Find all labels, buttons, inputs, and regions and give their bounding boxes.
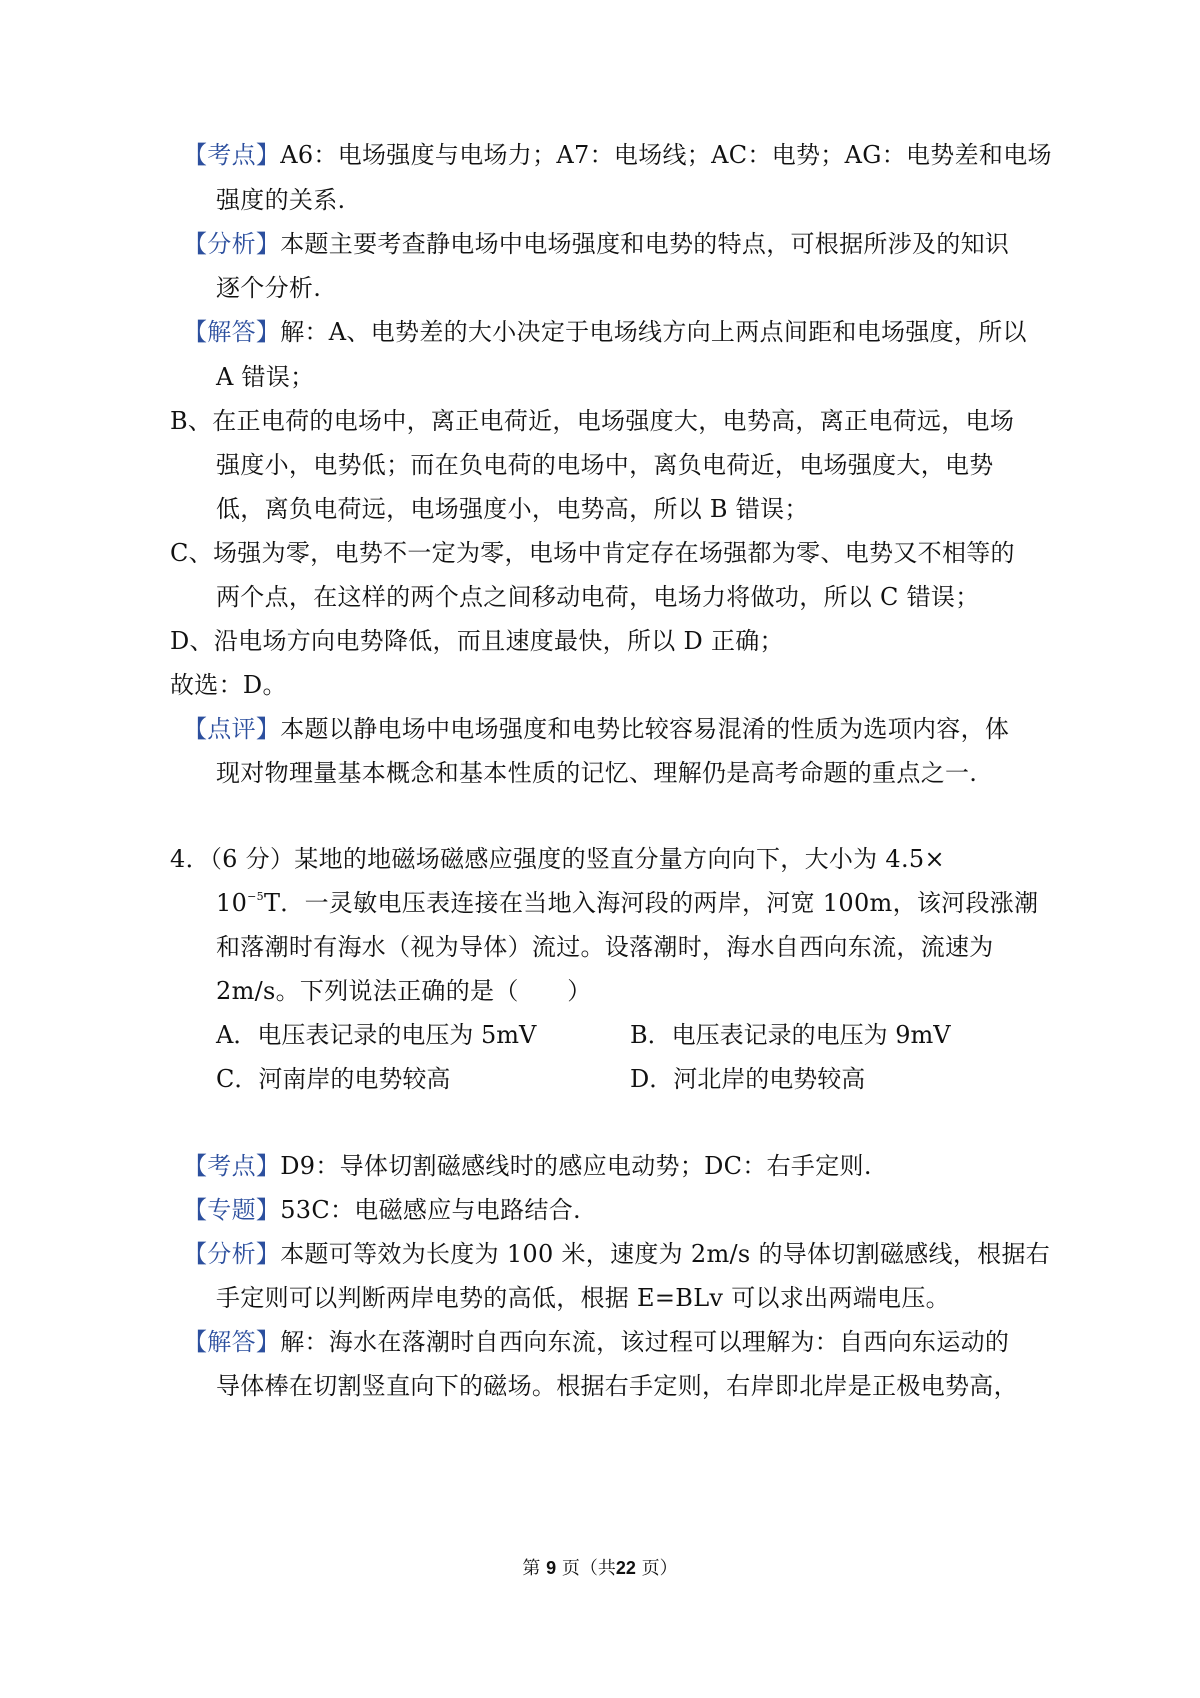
answer-c-line-1: C、场强为零，电势不一定为零，电场中肯定存在场强都为零、电势又不相等的: [170, 539, 1015, 567]
question-4-base: 10: [216, 889, 248, 917]
jieda-line-1: [183, 314, 1027, 350]
dianping-text: 本题以静电场中电场强度和电势比较容易混淆的性质为选项内容，体: [280, 715, 1010, 743]
option-b: B．电压表记录的电压为 9mV: [630, 1021, 951, 1049]
fenxi2-tag: 【分析】: [183, 1240, 281, 1268]
question-4-exponent: −5: [247, 890, 264, 903]
footer-middle: 页（共: [561, 1558, 616, 1579]
kaodian2-line-1: [183, 1148, 872, 1184]
fenxi2-text: 本题可等效为长度为 100 米，速度为 2m/s 的导体切割磁感线，根据右: [280, 1240, 1051, 1268]
jieda-line-2: A 错误；: [216, 363, 315, 391]
kaodian-line-1: [183, 137, 1052, 173]
zhuanti-line-1: [183, 1192, 581, 1228]
fenxi-line-2: 逐个分析.: [216, 274, 322, 302]
fenxi-tag: 【分析】: [183, 230, 281, 258]
kaodian-tag: 【考点】: [183, 141, 281, 169]
footer-total-pages: 22: [615, 1558, 636, 1578]
jieda2-line-2: 导体棒在切割竖直向下的磁场。根据右手定则，右岸即北岸是正极电势高，: [216, 1372, 1018, 1400]
answer-b-line-2: 强度小，电势低；而在负电荷的电场中，离负电荷近，电场强度大，电势: [216, 451, 994, 479]
answer-b-line-1: B、在正电荷的电场中，离正电荷近，电场强度大，电势高，离正电荷远，电场: [170, 407, 1015, 435]
option-c: C．河南岸的电势较高: [216, 1065, 451, 1093]
dianping-line-1: [183, 711, 1009, 747]
kaodian-line-2: 强度的关系.: [216, 186, 346, 214]
answer-b-line-3: 低，离负电荷远，电场强度小，电势高，所以 B 错误；: [216, 495, 809, 523]
answer-d-line-1: D、沿电场方向电势降低，而且速度最快，所以 D 正确；: [170, 627, 784, 655]
jieda-tag: 【解答】: [183, 318, 281, 346]
question-4-line-1: 4．（6 分）某地的地磁场磁感应强度的竖直分量方向向下，大小为 4.5×: [170, 845, 945, 873]
dianping-line-2: 现对物理量基本概念和基本性质的记忆、理解仍是高考命题的重点之一.: [216, 759, 978, 787]
jieda2-text: 解：海水在落潮时自西向东流，该过程可以理解为：自西向东运动的: [280, 1328, 1010, 1356]
fenxi-text: 本题主要考查静电场中电场强度和电势的特点，可根据所涉及的知识: [280, 230, 1010, 258]
jieda-text: 解：A、电势差的大小决定于电场线方向上两点间距和电场强度，所以: [280, 318, 1027, 346]
question-4-line-2: [216, 885, 1038, 921]
question-4-rest: T．一灵敏电压表连接在当地入海河段的两岸，河宽 100m，该河段涨潮: [263, 889, 1039, 917]
question-4-line-4: 2m/s。下列说法正确的是（ ）: [216, 977, 592, 1005]
fenxi2-line-1: [183, 1236, 1050, 1272]
question-4-line-3: 和落潮时有海水（视为导体）流过。设落潮时，海水自西向东流，流速为: [216, 933, 994, 961]
jieda2-line-1: [183, 1324, 1009, 1360]
footer-page-number: 9: [546, 1558, 557, 1578]
option-a: A．电压表记录的电压为 5mV: [216, 1021, 537, 1049]
dianping-tag: 【点评】: [183, 715, 281, 743]
footer-suffix: 页）: [641, 1558, 678, 1579]
footer-prefix: 第: [522, 1558, 541, 1579]
kaodian-text: A6：电场强度与电场力；A7：电场线；AC：电势；AG：电势差和电场: [280, 141, 1052, 169]
answer-c-line-2: 两个点，在这样的两个点之间移动电荷，电场力将做功，所以 C 错误；: [216, 583, 980, 611]
jieda2-tag: 【解答】: [183, 1328, 281, 1356]
zhuanti-text: 53C：电磁感应与电路结合.: [280, 1196, 581, 1224]
option-d: D．河北岸的电势较高: [630, 1065, 866, 1093]
kaodian2-tag: 【考点】: [183, 1152, 281, 1180]
fenxi-line-1: [183, 226, 1009, 262]
fenxi2-line-2: 手定则可以判断两岸电势的高低，根据 E=BLv 可以求出两端电压。: [216, 1284, 950, 1312]
kaodian2-text: D9：导体切割磁感线时的感应电动势；DC：右手定则.: [280, 1152, 872, 1180]
answer-choice: 故选：D。: [170, 671, 287, 699]
page-footer: [0, 1556, 1200, 1581]
zhuanti-tag: 【专题】: [183, 1196, 281, 1224]
